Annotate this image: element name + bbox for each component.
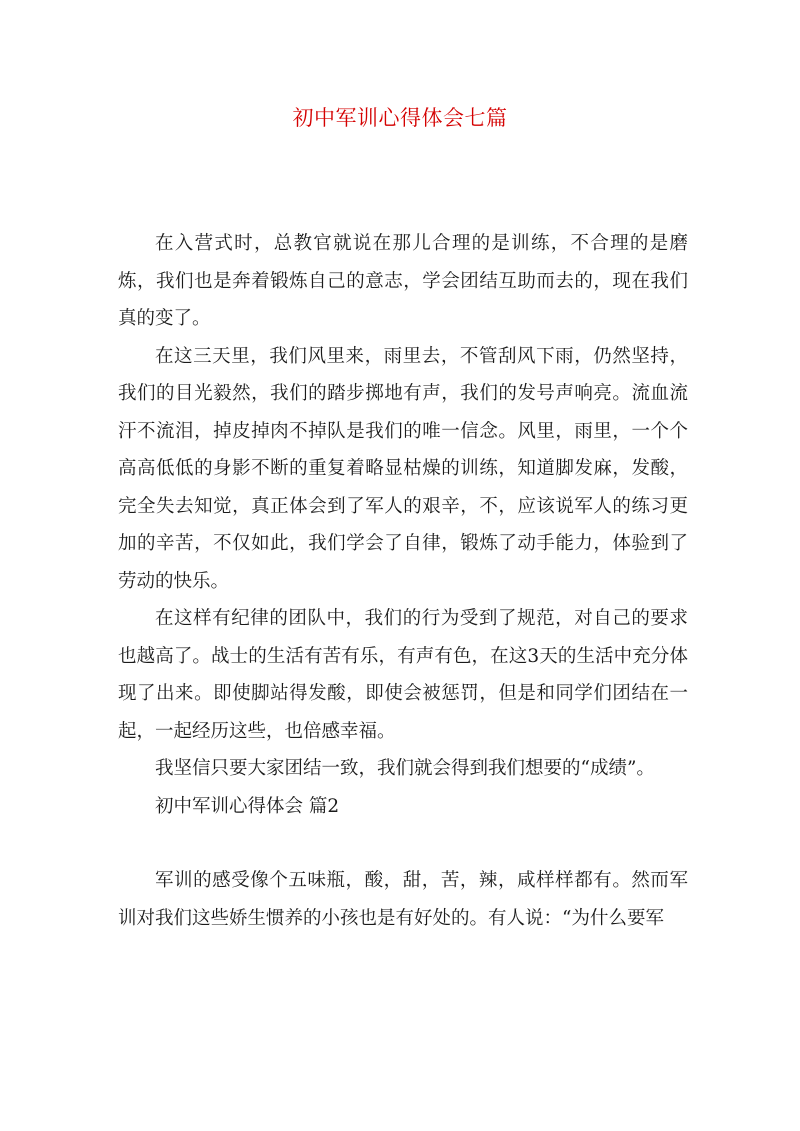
paragraph: 在这样有纪律的团队中，我们的行为受到了规范，对自己的要求也越高了。战士的生活有苦有乐，有声有色，在这3天的生活中充分体现了出来。即使脚站得发酸，即使会被惩罚，但是和同学们团结在一起，一起经历这些，也倍感幸福。 [118,608,688,742]
document-title: 初中军训心得体会七篇 [292,106,508,130]
paragraph: 军训的感受像个五味瓶，酸，甜，苦，辣，咸样样都有。然而军训对我们这些娇生惯养的小孩也是有好处的。有人说：“为什么要军 [118,870,688,929]
paragraph: 我坚信只要大家团结一致，我们就会得到我们想要的“成绩”。 [155,758,655,779]
section-spacer [118,825,688,862]
document-body [118,225,688,937]
paragraph: 在这三天里，我们风里来，雨里去，不管刮风下雨，仍然坚持，我们的目光毅然，我们的踏步掷地有声，我们的发号声响亮。流血流汗不流泪，掉皮掉肉不掉队是我们的唯一信念。风里，雨里，一个个高高低低的身影不断的重复着略显枯燥的训练，知道脚发麻，发酸，完全失去知觉，真正体会到了军人的艰辛，不，应该说军人的练习更加的辛苦，不仅如此，我们学会了自律，锻炼了动手能力，体验到了劳动的快乐。 [118,345,688,592]
section-heading: 初中军训心得体会 篇2 [155,795,340,817]
paragraph: 在入营式时，总教官就说在那儿合理的是训练，不合理的是磨炼，我们也是奔着锻炼自己的意志，学会团结互助而去的，现在我们真的变了。 [118,233,688,329]
